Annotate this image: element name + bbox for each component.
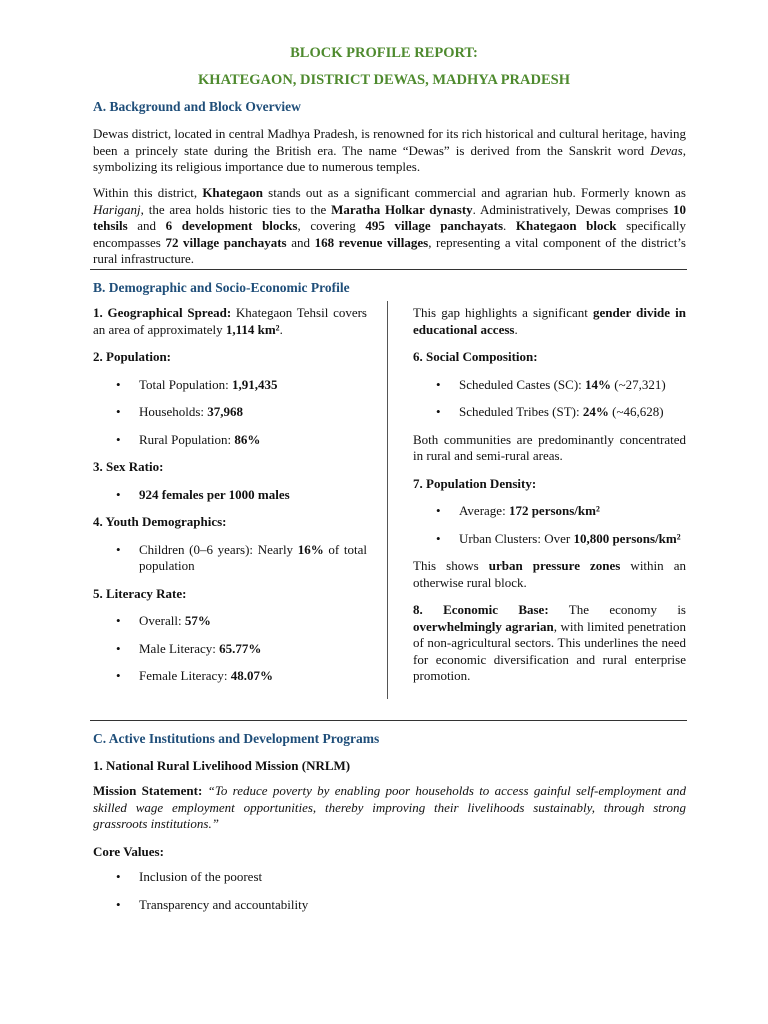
list-item: • Rural Population: 86% <box>116 431 261 447</box>
core-values-list <box>93 869 686 913</box>
list-item: • Average: 172 persons/km² <box>436 503 600 518</box>
mission-statement: Mission Statement: “To reduce poverty by enabling poor households to access gainful self-employment and skilled wage employment opportunities, thereby improving their livelihoods sustainably, through strong grassroots institutions.” <box>93 783 686 831</box>
section-a-paragraph-1: Dewas district, located in central Madhya Pradesh, is renowned for its rich historical and cultural heritage, having been a princely state during the British era. The name “Dewas” is derived from the Sanskrit word Devas, symbolizing its religious importance due to numerous temples. <box>93 126 686 174</box>
list-item: • Scheduled Tribes (ST): 24% (~46,628) <box>436 404 664 419</box>
geographical-spread: 1. Geographical Spread: Khategaon Tehsil covers an area of approximately 1,114 km². <box>93 305 367 337</box>
list-item: • Female Literacy: 48.07% <box>116 668 273 683</box>
list-item: • Transparency and accountability <box>116 896 309 912</box>
list-item: • Scheduled Castes (SC): 14% (~27,321) <box>436 376 666 392</box>
section-c-heading: C. Active Institutions and Development Programs <box>93 731 380 746</box>
social-composition-note: Both communities are predominantly concentrated in rural and semi-rural areas. <box>413 431 686 463</box>
section-b-right-column <box>413 305 686 685</box>
section-a-paragraph-2: Within this district, Khategaon stands out as a significant commercial and agrarian hub. Formerly known as Hariganj, the area holds historic ties to the Maratha Holkar dynasty. Administratively, Dewas comprises 10 tehsils and 6 development blocks, covering 495 village panchayats. Khategaon block specifically encompasses 72 village panchayats and 168 revenue villages, representing a vital component of the district’s rural infrastructure. <box>93 185 687 266</box>
social-list <box>413 377 686 421</box>
list-item: • Total Population: 1,91,435 <box>116 376 278 392</box>
sex-ratio-list <box>93 487 367 504</box>
list-item: • Children (0–6 years): Nearly 16% of total population <box>116 541 368 573</box>
nrlm-heading: 1. National Rural Livelihood Mission (NRLM) <box>93 758 351 773</box>
social-composition-heading: 6. Social Composition: <box>413 349 538 364</box>
section-b-left-column <box>93 305 367 685</box>
report-title-line1: BLOCK PROFILE REPORT: <box>290 45 478 61</box>
youth-demographics-heading: 4. Youth Demographics: <box>93 514 227 529</box>
column-divider <box>387 301 388 699</box>
youth-list <box>93 542 367 575</box>
list-item: • Male Literacy: 65.77% <box>116 640 262 656</box>
section-b-heading: B. Demographic and Socio-Economic Profile <box>93 280 350 295</box>
report-title-line2: KHATEGAON, DISTRICT DEWAS, MADHYA PRADESH <box>198 72 570 88</box>
list-item: • Urban Clusters: Over 10,800 persons/km² <box>436 530 681 546</box>
population-density-heading: 7. Population Density: <box>413 475 537 491</box>
literacy-list <box>93 613 367 685</box>
core-values-heading: Core Values: <box>93 844 164 859</box>
divider <box>90 720 687 721</box>
literacy-rate-heading: 5. Literacy Rate: <box>93 585 187 601</box>
economic-base: 8. Economic Base: The economy is overwhelmingly agrarian, with limited penetration of non-agricultural sectors. This underlines the need for economic diversification and rural enterprise promotion. <box>413 602 686 683</box>
section-a-heading: A. Background and Block Overview <box>93 99 301 114</box>
population-heading: 2. Population: <box>93 349 172 364</box>
list-item: • Inclusion of the poorest <box>116 869 263 884</box>
sex-ratio-heading: 3. Sex Ratio: <box>93 459 164 474</box>
divider <box>90 269 687 270</box>
density-list <box>413 503 686 547</box>
list-item: • Overall: 57% <box>116 613 211 628</box>
population-list <box>93 377 367 449</box>
density-note: This shows urban pressure zones within an otherwise rural block. <box>413 558 686 590</box>
literacy-gap-note: This gap highlights a significant gender divide in educational access. <box>413 305 686 337</box>
list-item: • Households: 37,968 <box>116 404 243 419</box>
list-item: • 924 females per 1000 males <box>116 486 290 502</box>
